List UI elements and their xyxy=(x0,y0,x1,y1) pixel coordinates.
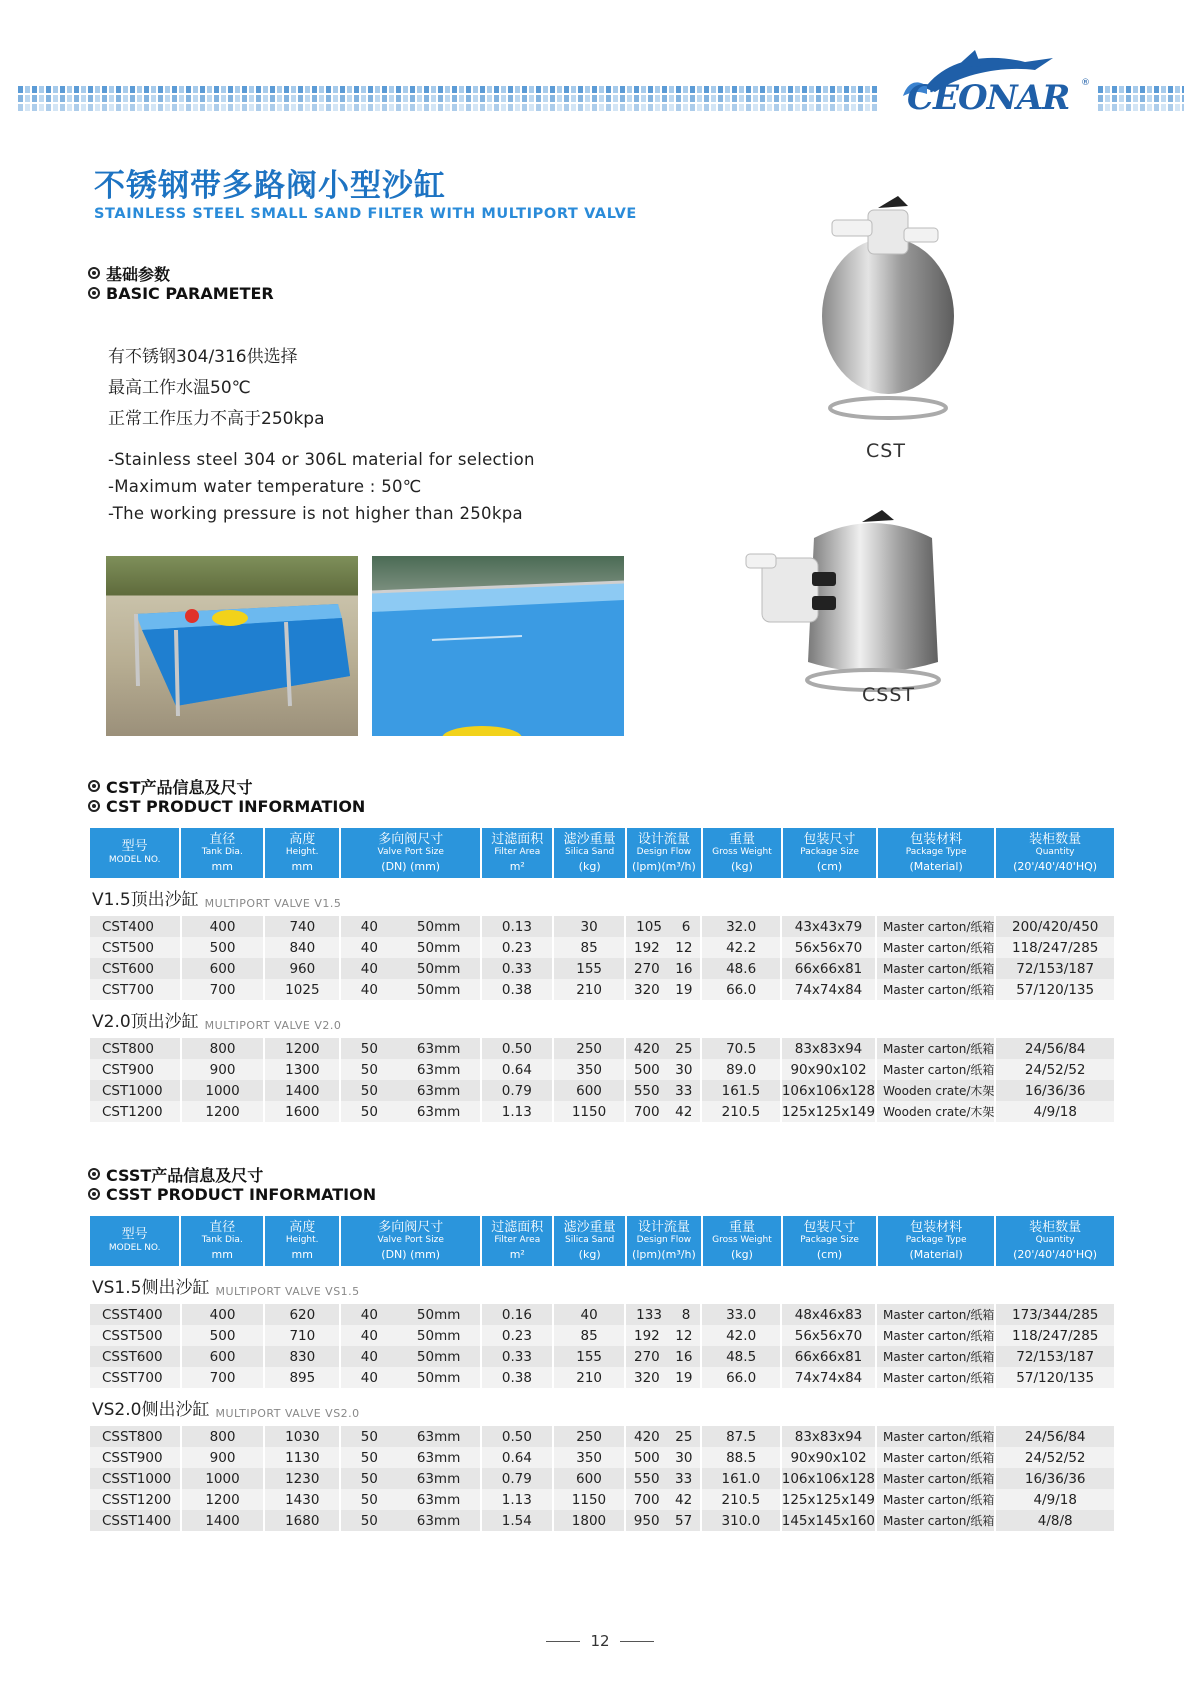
table-cell: 895 xyxy=(265,1367,341,1388)
table-cell: 30 xyxy=(554,916,626,937)
column-header: 过滤面积 Filter Area m² xyxy=(482,1216,554,1266)
table-cell: 4/9/18 xyxy=(996,1489,1114,1510)
table-cell: Master carton/纸箱 xyxy=(877,979,996,1000)
table-cell: Master carton/纸箱 xyxy=(877,958,996,979)
table-cell: 66x66x81 xyxy=(782,1346,877,1367)
table-row xyxy=(90,1059,1114,1080)
table-cell: 1300 xyxy=(265,1059,341,1080)
group-title: V1.5顶出沙缸 MULTIPORT VALVE V1.5 xyxy=(92,890,342,910)
basic-en-line: -Stainless steel 304 or 306L material for selection xyxy=(108,450,535,469)
column-header: 多向阀尺寸 Valve Port Size (DN) (mm) xyxy=(341,1216,482,1266)
table-cell: 1600 xyxy=(265,1101,341,1122)
table-cell: 700 42 xyxy=(626,1489,702,1510)
table-cell: 89.0 xyxy=(702,1059,782,1080)
table-cell: 0.16 xyxy=(482,1304,554,1325)
table-cell: 1200 xyxy=(182,1101,266,1122)
table-cell: CSST500 xyxy=(90,1325,182,1346)
column-header: 设计流量 Design Flow (lpm)(m³/h) xyxy=(627,1216,703,1266)
group-title: V2.0顶出沙缸 MULTIPORT VALVE V2.0 xyxy=(92,1012,342,1032)
table-cell: 0.79 xyxy=(482,1468,554,1489)
column-header: 重量 Gross Weight (kg) xyxy=(703,1216,783,1266)
table-cell: 950 57 xyxy=(626,1510,702,1531)
table-cell: 500 30 xyxy=(626,1447,702,1468)
table-cell: 600 xyxy=(554,1468,626,1489)
page-number: 12 xyxy=(0,1632,1200,1650)
basic-cn-line: 正常工作压力不高于250kpa xyxy=(108,409,325,429)
table-cell: CST900 xyxy=(90,1059,182,1080)
basic-en-line: -The working pressure is not higher than 250kpa xyxy=(108,504,523,523)
column-header: 包装材料 Package Type (Material) xyxy=(878,828,996,878)
column-header: 型号 MODEL NO. xyxy=(90,828,181,878)
table-cell: 56x56x70 xyxy=(782,937,877,958)
brand-name: CEONAR xyxy=(907,78,1070,118)
table-cell: 420 25 xyxy=(626,1038,702,1059)
bullet-icon xyxy=(88,800,100,812)
table-cell: 50 63mm xyxy=(341,1101,481,1122)
table-cell: 0.79 xyxy=(482,1080,554,1101)
basic-parameter-heading: 基础参数 BASIC PARAMETER xyxy=(88,263,274,303)
table-cell: 900 xyxy=(182,1447,266,1468)
table-cell: CST1200 xyxy=(90,1101,182,1122)
column-header: 包装尺寸 Package Size (cm) xyxy=(783,1216,878,1266)
table-cell: 50 63mm xyxy=(341,1489,481,1510)
table-cell: 200/420/450 xyxy=(996,916,1114,937)
table-row xyxy=(90,1510,1114,1531)
table-cell: 40 50mm xyxy=(341,979,482,1000)
table-row xyxy=(90,1038,1114,1059)
table-row xyxy=(90,1080,1114,1101)
csst-product-table xyxy=(90,1216,1114,1531)
table-cell: 155 xyxy=(554,958,626,979)
table-cell: 57/120/135 xyxy=(996,1367,1114,1388)
column-header: 包装材料 Package Type (Material) xyxy=(878,1216,996,1266)
table-cell: 66.0 xyxy=(702,1367,782,1388)
table-cell: Master carton/纸箱 xyxy=(877,916,996,937)
table-cell: 50 63mm xyxy=(341,1080,481,1101)
basic-cn-line: 有不锈钢304/316供选择 xyxy=(108,347,298,367)
table-cell: 1680 xyxy=(265,1510,341,1531)
table-cell: 250 xyxy=(554,1038,626,1059)
table-cell: 210 xyxy=(554,1367,626,1388)
table-cell: 87.5 xyxy=(702,1426,782,1447)
table-cell: 600 xyxy=(182,958,266,979)
table-cell: Master carton/纸箱 xyxy=(877,1346,996,1367)
table-cell: CST400 xyxy=(90,916,182,937)
table-cell: 50 63mm xyxy=(341,1426,482,1447)
table-cell: 42.0 xyxy=(702,1325,782,1346)
table-cell: 74x74x84 xyxy=(782,1367,877,1388)
column-header: 滤沙重量 Silica Sand (kg) xyxy=(554,828,626,878)
table-cell: 40 50mm xyxy=(341,1346,482,1367)
table-cell: 1400 xyxy=(182,1510,266,1531)
table-cell: 83x83x94 xyxy=(782,1426,877,1447)
table-cell: 800 xyxy=(182,1038,266,1059)
bullet-icon xyxy=(88,287,100,299)
table-cell: 0.23 xyxy=(482,1325,554,1346)
table-cell: 270 16 xyxy=(626,958,702,979)
csst-label: CSST xyxy=(862,684,915,706)
table-cell: 0.64 xyxy=(482,1059,554,1080)
bullet-icon xyxy=(88,780,100,792)
column-header: 装柜数量 Quantity (20'/40'/40'HQ) xyxy=(996,828,1114,878)
table-cell: 840 xyxy=(265,937,341,958)
table-row xyxy=(90,937,1114,958)
table-cell: 1200 xyxy=(182,1489,266,1510)
table-cell: 600 xyxy=(554,1080,626,1101)
table-cell: 24/52/52 xyxy=(996,1059,1114,1080)
table-cell: 420 25 xyxy=(626,1426,702,1447)
table-cell: 700 42 xyxy=(626,1101,702,1122)
table-cell: 830 xyxy=(265,1346,341,1367)
table-cell: 0.33 xyxy=(482,1346,554,1367)
page-title-en: STAINLESS STEEL SMALL SAND FILTER WITH MULTIPORT VALVE xyxy=(94,206,637,222)
column-header: 重量 Gross Weight (kg) xyxy=(703,828,783,878)
table-cell: Master carton/纸箱 xyxy=(877,1447,996,1468)
bullet-icon xyxy=(88,267,100,279)
table-cell: 1800 xyxy=(554,1510,626,1531)
table-cell: Master carton/纸箱 xyxy=(877,1059,996,1080)
table-cell: 270 16 xyxy=(626,1346,702,1367)
table-cell: CSST1200 xyxy=(90,1489,182,1510)
table-cell: CSST1400 xyxy=(90,1510,182,1531)
table-cell: 40 50mm xyxy=(341,916,482,937)
table-cell: 50 63mm xyxy=(341,1059,482,1080)
table-cell: CSST900 xyxy=(90,1447,182,1468)
column-header: 高度 Height. mm xyxy=(265,1216,341,1266)
table-cell: 50 63mm xyxy=(341,1447,482,1468)
cst-product-table xyxy=(90,828,1114,1122)
pool-photo-closeup xyxy=(372,556,624,736)
group-title: VS2.0侧出沙缸 MULTIPORT VALVE VS2.0 xyxy=(92,1400,360,1420)
bullet-icon xyxy=(88,1168,100,1180)
table-cell: 1.13 xyxy=(482,1489,554,1510)
table-cell: 0.64 xyxy=(482,1447,554,1468)
table-cell: CSST1000 xyxy=(90,1468,182,1489)
csst-section-heading: CSST产品信息及尺寸 CSST PRODUCT INFORMATION xyxy=(88,1164,376,1204)
table-cell: 106x106x128 xyxy=(782,1468,877,1489)
table-cell: 40 50mm xyxy=(341,958,482,979)
column-header: 多向阀尺寸 Valve Port Size (DN) (mm) xyxy=(341,828,482,878)
table-cell: 550 33 xyxy=(626,1468,702,1489)
table-cell: 210.5 xyxy=(702,1101,782,1122)
table-cell: CST800 xyxy=(90,1038,182,1059)
table-cell: 0.38 xyxy=(482,979,554,1000)
table-header xyxy=(90,1216,1114,1266)
table-cell: CSST700 xyxy=(90,1367,182,1388)
table-cell: 0.50 xyxy=(482,1426,554,1447)
table-row xyxy=(90,1304,1114,1325)
table-cell: 161.5 xyxy=(702,1080,782,1101)
table-body xyxy=(90,1038,1114,1122)
table-cell: 210 xyxy=(554,979,626,1000)
table-cell: 161.0 xyxy=(702,1468,782,1489)
table-cell: 33.0 xyxy=(702,1304,782,1325)
csst-product-image xyxy=(742,502,972,706)
table-cell: 173/344/285 xyxy=(996,1304,1114,1325)
basic-parameter-en xyxy=(108,446,535,527)
table-cell: CSST400 xyxy=(90,1304,182,1325)
column-header: 高度 Height. mm xyxy=(265,828,341,878)
table-row xyxy=(90,1447,1114,1468)
table-cell: Wooden crate/木架 xyxy=(877,1101,996,1122)
table-row xyxy=(90,916,1114,937)
table-cell: 210.5 xyxy=(702,1489,782,1510)
table-cell: 70.5 xyxy=(702,1038,782,1059)
table-row xyxy=(90,1468,1114,1489)
table-row xyxy=(90,979,1114,1000)
table-cell: Master carton/纸箱 xyxy=(877,1510,996,1531)
table-cell: 24/56/84 xyxy=(996,1038,1114,1059)
table-cell: 90x90x102 xyxy=(782,1059,877,1080)
table-cell: 1150 xyxy=(554,1101,626,1122)
table-cell: 50 63mm xyxy=(341,1468,481,1489)
table-cell: 192 12 xyxy=(626,1325,702,1346)
table-cell: CSST600 xyxy=(90,1346,182,1367)
table-cell: 1.13 xyxy=(482,1101,554,1122)
table-cell: 4/8/8 xyxy=(996,1510,1114,1531)
pool-photo-garden xyxy=(106,556,358,736)
table-cell: 1200 xyxy=(265,1038,341,1059)
table-cell: 40 50mm xyxy=(341,937,482,958)
table-cell: 72/153/187 xyxy=(996,1346,1114,1367)
column-header: 包装尺寸 Package Size (cm) xyxy=(783,828,878,878)
table-cell: 72/153/187 xyxy=(996,958,1114,979)
cst-label: CST xyxy=(866,440,906,462)
table-row xyxy=(90,958,1114,979)
table-cell: 24/52/52 xyxy=(996,1447,1114,1468)
table-cell: 118/247/285 xyxy=(996,937,1114,958)
table-cell: 310.0 xyxy=(702,1510,782,1531)
table-cell: Master carton/纸箱 xyxy=(877,1468,996,1489)
table-cell: Master carton/纸箱 xyxy=(877,1426,996,1447)
table-body xyxy=(90,916,1114,1000)
table-cell: 0.50 xyxy=(482,1038,554,1059)
table-cell: 320 19 xyxy=(626,979,702,1000)
table-cell: 40 xyxy=(554,1304,626,1325)
table-cell: 350 xyxy=(554,1447,626,1468)
table-cell: 192 12 xyxy=(626,937,702,958)
table-cell: CST500 xyxy=(90,937,182,958)
cst-product-image xyxy=(808,186,968,430)
table-cell: 106x106x128 xyxy=(782,1080,877,1101)
bullet-icon xyxy=(88,1188,100,1200)
table-cell: 4/9/18 xyxy=(996,1101,1114,1122)
table-cell: 88.5 xyxy=(702,1447,782,1468)
table-cell: 1400 xyxy=(265,1080,341,1101)
table-cell: 48x46x83 xyxy=(782,1304,877,1325)
table-cell: CST600 xyxy=(90,958,182,979)
basic-en-line: -Maximum water temperature : 50℃ xyxy=(108,477,422,496)
brand-logo xyxy=(885,48,1095,118)
table-cell: Master carton/纸箱 xyxy=(877,1367,996,1388)
brand-registered-mark: ® xyxy=(1081,78,1090,88)
table-cell: 133 8 xyxy=(626,1304,702,1325)
table-row xyxy=(90,1367,1114,1388)
column-header: 型号 MODEL NO. xyxy=(90,1216,181,1266)
table-cell: 400 xyxy=(182,916,266,937)
table-cell: 57/120/135 xyxy=(996,979,1114,1000)
table-cell: Master carton/纸箱 xyxy=(877,1489,996,1510)
table-cell: 145x145x160 xyxy=(782,1510,877,1531)
table-cell: 550 33 xyxy=(626,1080,702,1101)
table-cell: 800 xyxy=(182,1426,266,1447)
table-cell: 1230 xyxy=(265,1468,341,1489)
table-cell: 1.54 xyxy=(482,1510,554,1531)
table-cell: 1030 xyxy=(265,1426,341,1447)
table-cell: 125x125x149 xyxy=(782,1489,877,1510)
basic-cn-line: 最高工作水温50℃ xyxy=(108,378,251,398)
basic-parameter-cn xyxy=(108,342,325,435)
group-title: VS1.5侧出沙缸 MULTIPORT VALVE VS1.5 xyxy=(92,1278,360,1298)
table-cell: 66.0 xyxy=(702,979,782,1000)
table-cell: Wooden crate/木架 xyxy=(877,1080,996,1101)
table-cell: 0.23 xyxy=(482,937,554,958)
table-cell: 620 xyxy=(265,1304,341,1325)
page-title-cn: 不锈钢带多路阀小型沙缸 xyxy=(94,168,446,204)
table-cell: 40 50mm xyxy=(341,1304,482,1325)
table-cell: 83x83x94 xyxy=(782,1038,877,1059)
table-cell: 105 6 xyxy=(626,916,702,937)
table-cell: 740 xyxy=(265,916,341,937)
table-cell: 500 30 xyxy=(626,1059,702,1080)
table-cell: 155 xyxy=(554,1346,626,1367)
column-header: 过滤面积 Filter Area m² xyxy=(482,828,554,878)
cst-section-heading: CST产品信息及尺寸 CST PRODUCT INFORMATION xyxy=(88,776,365,816)
column-header: 装柜数量 Quantity (20'/40'/40'HQ) xyxy=(996,1216,1114,1266)
table-cell: 125x125x149 xyxy=(782,1101,877,1122)
table-body xyxy=(90,1426,1114,1531)
table-cell: 16/36/36 xyxy=(996,1080,1114,1101)
table-cell: 710 xyxy=(265,1325,341,1346)
table-cell: CST1000 xyxy=(90,1080,182,1101)
table-cell: 400 xyxy=(182,1304,266,1325)
table-cell: 40 50mm xyxy=(341,1367,482,1388)
table-cell: 1000 xyxy=(182,1080,266,1101)
table-cell: 50 63mm xyxy=(341,1038,482,1059)
table-cell: 500 xyxy=(182,1325,266,1346)
table-cell: 900 xyxy=(182,1059,266,1080)
table-row xyxy=(90,1426,1114,1447)
table-cell: CST700 xyxy=(90,979,182,1000)
table-cell: 118/247/285 xyxy=(996,1325,1114,1346)
table-cell: 250 xyxy=(554,1426,626,1447)
table-cell: 960 xyxy=(265,958,341,979)
table-cell: CSST800 xyxy=(90,1426,182,1447)
table-row xyxy=(90,1346,1114,1367)
table-cell: 74x74x84 xyxy=(782,979,877,1000)
table-cell: 350 xyxy=(554,1059,626,1080)
table-row xyxy=(90,1325,1114,1346)
table-cell: 1430 xyxy=(265,1489,341,1510)
table-cell: 600 xyxy=(182,1346,266,1367)
column-header: 直径 Tank Dia. mm xyxy=(181,1216,265,1266)
table-cell: 1000 xyxy=(182,1468,266,1489)
table-cell: 700 xyxy=(182,1367,266,1388)
header-band-row xyxy=(18,104,878,128)
table-body xyxy=(90,1304,1114,1388)
table-cell: Master carton/纸箱 xyxy=(877,1304,996,1325)
table-cell: 85 xyxy=(554,1325,626,1346)
table-cell: 0.13 xyxy=(482,916,554,937)
table-cell: Master carton/纸箱 xyxy=(877,937,996,958)
table-cell: 56x56x70 xyxy=(782,1325,877,1346)
table-row xyxy=(90,1489,1114,1510)
table-cell: 48.5 xyxy=(702,1346,782,1367)
table-cell: 66x66x81 xyxy=(782,958,877,979)
table-cell: 0.33 xyxy=(482,958,554,979)
table-cell: 50 63mm xyxy=(341,1510,481,1531)
table-header xyxy=(90,828,1114,878)
table-cell: 85 xyxy=(554,937,626,958)
table-cell: 0.38 xyxy=(482,1367,554,1388)
table-cell: 40 50mm xyxy=(341,1325,482,1346)
header-band-right-row xyxy=(1098,104,1184,128)
table-row xyxy=(90,1101,1114,1122)
table-cell: 500 xyxy=(182,937,266,958)
table-cell: 43x43x79 xyxy=(782,916,877,937)
table-cell: 24/56/84 xyxy=(996,1426,1114,1447)
table-cell: 1150 xyxy=(554,1489,626,1510)
table-cell: 16/36/36 xyxy=(996,1468,1114,1489)
column-header: 直径 Tank Dia. mm xyxy=(181,828,265,878)
table-cell: 48.6 xyxy=(702,958,782,979)
table-cell: 42.2 xyxy=(702,937,782,958)
table-cell: 90x90x102 xyxy=(782,1447,877,1468)
column-header: 滤沙重量 Silica Sand (kg) xyxy=(554,1216,626,1266)
table-cell: 32.0 xyxy=(702,916,782,937)
table-cell: Master carton/纸箱 xyxy=(877,1325,996,1346)
table-cell: 1130 xyxy=(265,1447,341,1468)
table-cell: 1025 xyxy=(265,979,341,1000)
column-header: 设计流量 Design Flow (lpm)(m³/h) xyxy=(627,828,703,878)
table-cell: 320 19 xyxy=(626,1367,702,1388)
table-cell: Master carton/纸箱 xyxy=(877,1038,996,1059)
table-cell: 700 xyxy=(182,979,266,1000)
